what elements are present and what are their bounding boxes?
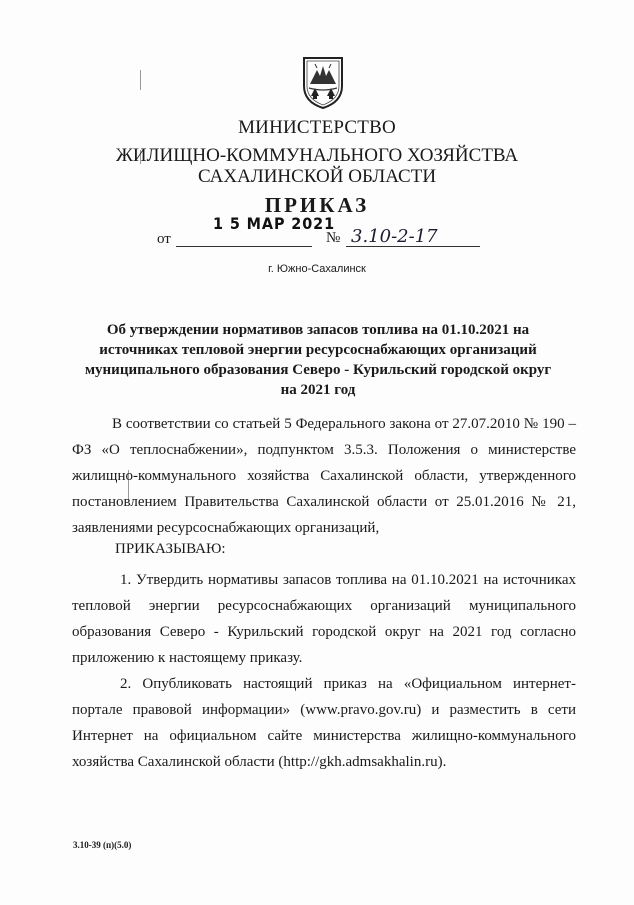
order-word: ПРИКАЗЫВАЮ: [115, 541, 226, 557]
ministry-region: САХАЛИНСКОЙ ОБЛАСТИ [197, 166, 437, 187]
date-number-row [0, 214, 634, 254]
document-number: 3.10-2-17 [351, 226, 438, 247]
preamble-paragraph: В соответствии со статьей 5 Федерального закона от 27.07.2010 № 190 – ФЗ «О теплоснабжении», подпунктом 3.5.3. Положения о министерстве жилищно-коммунального хозяйства Сахалинской области, утвержденного постановлением Правительства Сахалинской области от 25.01.2016 № 21, заявлениями ресурсоснабжающих организаций, [72, 416, 576, 536]
date-stamp: 1 5 МАР 2021 [213, 214, 335, 233]
order-item-1: 1. Утвердить нормативы запасов топлива на 01.10.2021 на источниках тепловой энергии ресурсоснабжающих организаций муниципального образования Северо - Курильский городской округ на 2021 год согласно приложению к настоящему приказу. [72, 572, 576, 666]
form-code: 3.10-39 (п)(5.0) [73, 840, 132, 850]
number-label: № [326, 230, 341, 246]
ministry-title: МИНИСТЕРСТВО [238, 117, 396, 138]
document-subject: Об утверждении нормативов запасов топлива на 01.10.2021 на источниках тепловой энергии ресурсоснабжающих организаций муниципального образования Северо - Курильский городской округ на 2021 год [84, 322, 552, 398]
crest-icon [301, 56, 345, 110]
order-item-2: 2. Опубликовать настоящий приказ на «Официальном интернет-портале правовой информации» (www.pravo.gov.ru) и разместить в сети Интернет на официальном сайте министерства жилищно-коммунального хозяйства Сахалинской области (http://gkh.admsakhalin.ru). [72, 676, 576, 770]
date-underline [176, 246, 312, 247]
scan-mark [140, 70, 141, 90]
document-type: ПРИКАЗ [264, 193, 370, 217]
from-label: от [157, 231, 171, 247]
city: г. Южно-Сахалинск [268, 263, 366, 275]
ministry-department: ЖИЛИЩНО-КОММУНАЛЬНОГО ХОЗЯЙСТВА [115, 145, 519, 166]
